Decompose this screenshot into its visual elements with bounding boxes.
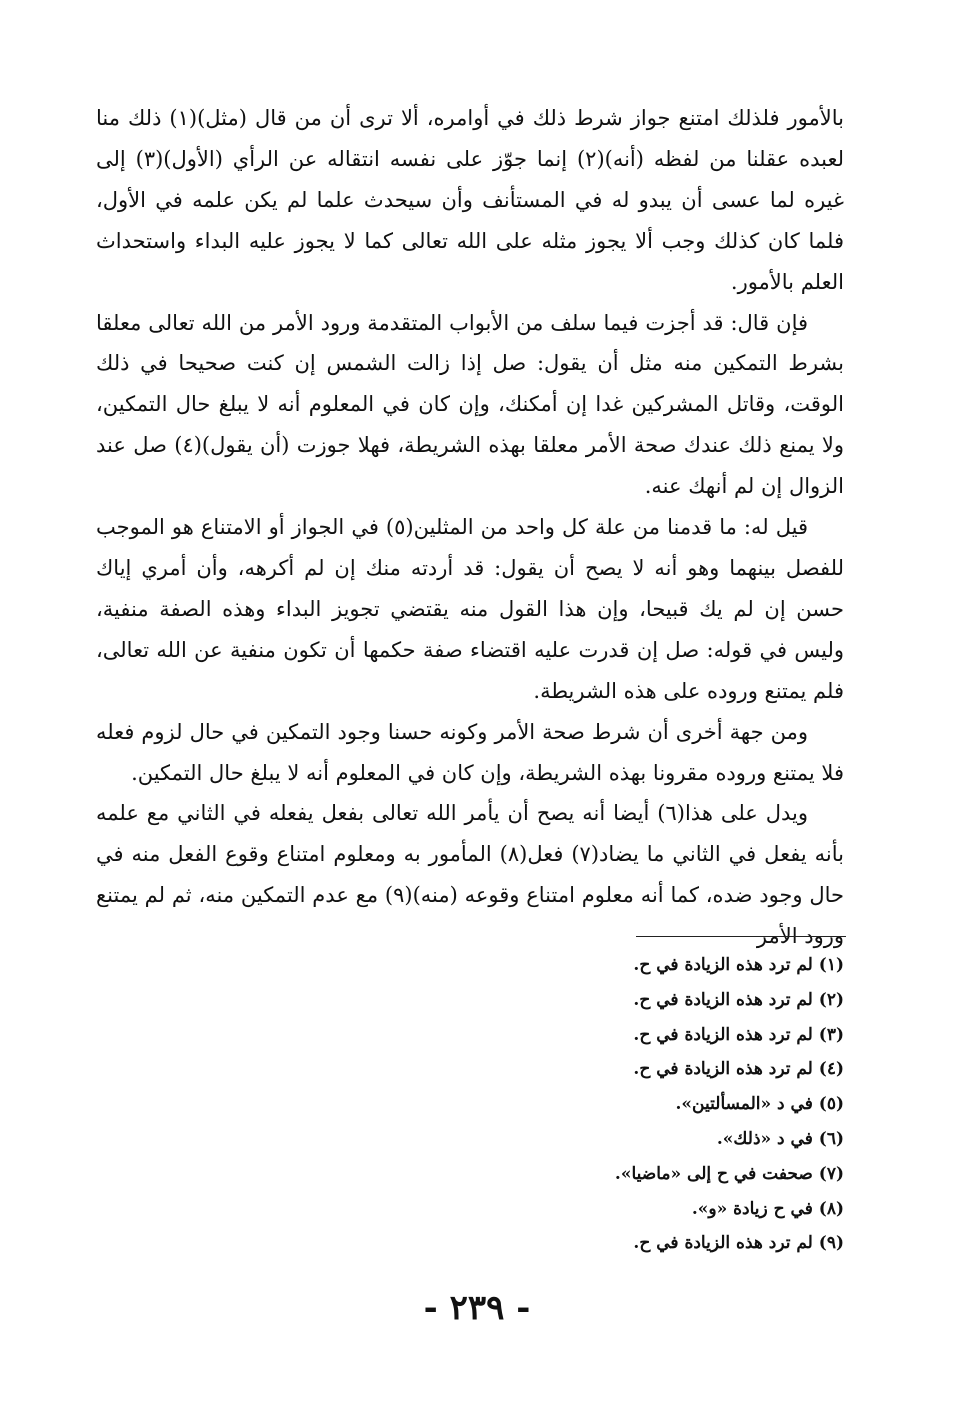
footnote: (٣) لم ترد هذه الزيادة في ح. xyxy=(633,1024,844,1045)
paragraph: ويدل على هذا(٦) أيضا أنه يصح أن يأمر الله تعالى بفعل يفعله في الثاني مع علمه بأنه يفعل في الثاني ما يضاد(٧) فعل(٨) المأمور به ومعلوم امتناع وقوع الفعل منه في حال وجود ضده، كما أنه معلوم امتناع وقوعه (منه)(٩) مع عدم التمكين منه، ثم لم يمتنع ورود الأمر xyxy=(96,801,844,949)
paragraph: فإن قال: قد أجزت فيما سلف من الأبواب المتقدمة ورود الأمر من الله تعالى معلقا بشرط التمكين منه مثل أن يقول: صل إذا زالت الشمس إن كنت صحيحا في ذلك الوقت، وقاتل المشركين غدا إن أمكنك، وإن كان في المعلوم أنه لا يبلغ حال التمكين، ولا يمنع ذلك عندك صحة الأمر معلقا بهذه الشريطة، فهلا جوزت (أن يقول)(٤) صل عند الزوال إن لم أنهك عنه. xyxy=(96,310,845,499)
footnote: (٦) في د «ذلك». xyxy=(716,1128,844,1149)
footnotes xyxy=(500,948,844,1261)
footnote: (٧) صحفت في ح إلى «ماضيا». xyxy=(614,1163,844,1184)
paragraph: ومن جهة أخرى أن شرط صحة الأمر وكونه حسنا وجود التمكين في حال لزوم فعله فلا يمتنع وروده مقرونا بهذه الشريطة، وإن كان في المعلوم أنه لا يبلغ حال التمكين. xyxy=(96,719,844,785)
footnote: (٢) لم ترد هذه الزيادة في ح. xyxy=(633,989,844,1010)
footnote: (٤) لم ترد هذه الزيادة في ح. xyxy=(633,1059,844,1080)
main-text xyxy=(96,98,844,957)
page-number: - ٢٣٩ - xyxy=(423,1288,531,1328)
footnote: (٨) في ح زيادة «و». xyxy=(691,1198,844,1219)
paragraph: قيل له: ما قدمنا من علة كل واحد من المثلين(٥) في الجواز أو الامتناع هو الموجب للفصل بينهما وهو أنه لا يصح أن يقول: قد أردته منك إن لم أكرهه، وأن أمري إياك حسن إن لم يك قبيحا، وإن هذا القول منه يقتضي تجويز البداء وهذه الصفة منفية، وليس في قوله: صل إن قدرت عليه اقتضاء صفة حكمها أن تكون منفية عن الله تعالى، فلم يمتنع وروده على هذه الشريطة. xyxy=(96,515,844,703)
paragraph: بالأمور فلذلك امتنع جواز شرط ذلك في أوامره، ألا ترى أن من قال (مثل)(١) ذلك منا لعبده عقلنا من لفظه (أنه)(٢) إنما جوّز على نفسه انتقاله عن الرأي (الأول)(٣) إلى غيره لما عسى أن يبدو له في المستأنف وأن سيحدث علما لم يكن علمه في الأول، فلما كان كذلك وجب ألا يجوز مثله على الله تعالى كما لا يجوز عليه البداء واستحداث العلم بالأمور. xyxy=(96,106,844,294)
footnote: (١) لم ترد هذه الزيادة في ح. xyxy=(633,955,844,975)
footnote: (٩) لم ترد هذه الزيادة في ح. xyxy=(633,1233,844,1254)
footnote: (٥) في د «المسألتين». xyxy=(675,1094,844,1115)
footnote-divider xyxy=(636,936,846,937)
